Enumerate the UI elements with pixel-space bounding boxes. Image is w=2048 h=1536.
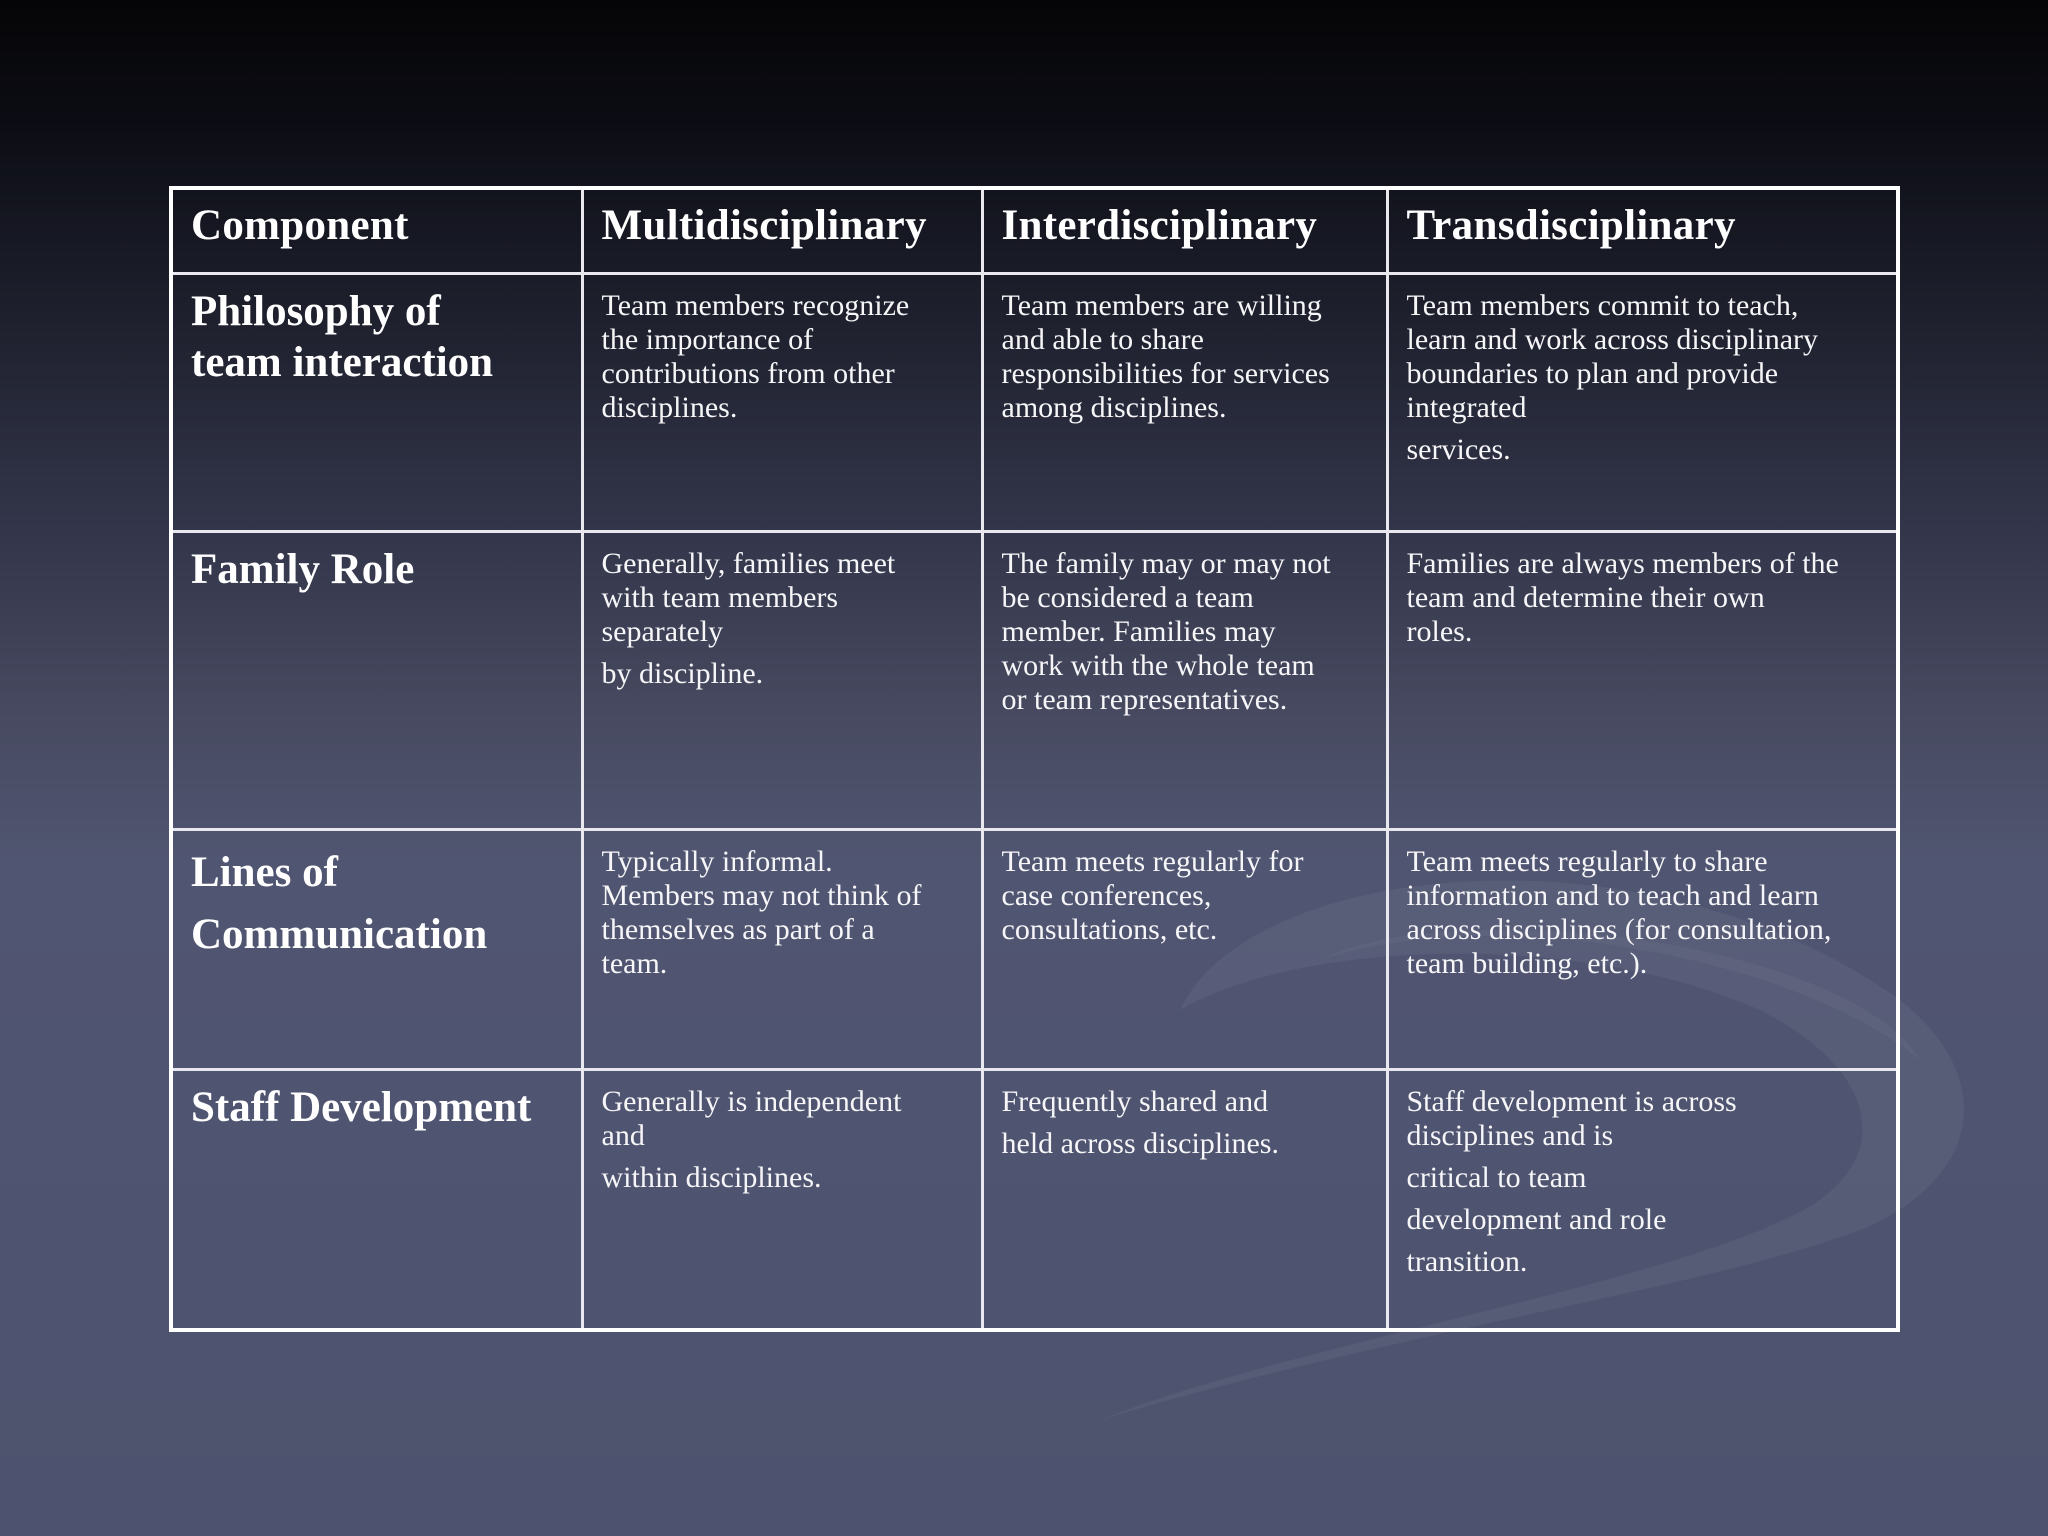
- header-transdisciplinary: Transdisciplinary: [1387, 188, 1898, 273]
- cell-text: development and role: [1406, 1202, 1667, 1236]
- cell-multidisciplinary: [582, 531, 982, 829]
- table-row-philosophy: [171, 273, 1898, 531]
- component-staff-development: Staff Development: [191, 1083, 532, 1131]
- row-component-label: [171, 273, 582, 531]
- cell-text: Team meets regularly for case conferences, consultations, etc.: [1001, 844, 1304, 946]
- cell-text: The family may or may not be considered a team member. Families may work with the whole team or team representatives.: [1001, 546, 1331, 716]
- cell-transdisciplinary: [1387, 273, 1898, 531]
- cell-text: Team members are willing and able to share responsibilities for services among disciplines.: [1001, 288, 1330, 424]
- cell-text: Generally is independent and: [601, 1084, 902, 1152]
- cell-text: within disciplines.: [601, 1160, 822, 1194]
- cell-text: Typically informal. Members may not think of themselves as part of a team.: [601, 844, 922, 980]
- cell-text: Team meets regularly to share information and to teach and learn across disciplines (for consultation, team building, etc.).: [1406, 844, 1832, 980]
- cell-text: Frequently shared and: [1001, 1084, 1269, 1118]
- cell-interdisciplinary: [982, 829, 1387, 1069]
- header-component: Component: [171, 188, 582, 273]
- cell-interdisciplinary: [982, 531, 1387, 829]
- table-row-staff-development: [171, 1069, 1898, 1330]
- cell-text: Staff development is across disciplines and is: [1406, 1084, 1737, 1152]
- cell-multidisciplinary: [582, 1069, 982, 1330]
- cell-text: Team members commit to teach, learn and work across disciplinary boundaries to plan and provide integrated: [1406, 288, 1819, 424]
- cell-text: Team members recognize the importance of contributions from other disciplines.: [601, 288, 910, 424]
- row-component-label: [171, 1069, 582, 1330]
- cell-text: transition.: [1406, 1244, 1528, 1278]
- component-family-role: Family Role: [191, 545, 415, 593]
- row-component-label: [171, 531, 582, 829]
- cell-multidisciplinary: [582, 273, 982, 531]
- header-interdisciplinary: Interdisciplinary: [982, 188, 1387, 273]
- cell-text: held across disciplines.: [1001, 1126, 1279, 1160]
- cell-text: Generally, families meet with team members separately: [601, 546, 896, 648]
- cell-text: Families are always members of the team and determine their own roles.: [1406, 546, 1839, 648]
- component-philosophy: Philosophy of team interaction: [191, 287, 494, 387]
- cell-interdisciplinary: [982, 1069, 1387, 1330]
- header-multidisciplinary: Multidisciplinary: [582, 188, 982, 273]
- table-header-row: [171, 188, 1898, 273]
- component-lines-of-communication: Lines of Communication: [191, 848, 488, 958]
- team-models-comparison-table: [169, 186, 1900, 1332]
- cell-multidisciplinary: [582, 829, 982, 1069]
- cell-transdisciplinary: [1387, 1069, 1898, 1330]
- table-row-family-role: [171, 531, 1898, 829]
- cell-interdisciplinary: [982, 273, 1387, 531]
- cell-text: services.: [1406, 432, 1511, 466]
- cell-text: by discipline.: [601, 656, 764, 690]
- row-component-label: [171, 829, 582, 1069]
- table-row-lines-of-communication: [171, 829, 1898, 1069]
- cell-text: critical to team: [1406, 1160, 1587, 1194]
- cell-transdisciplinary: [1387, 531, 1898, 829]
- cell-transdisciplinary: [1387, 829, 1898, 1069]
